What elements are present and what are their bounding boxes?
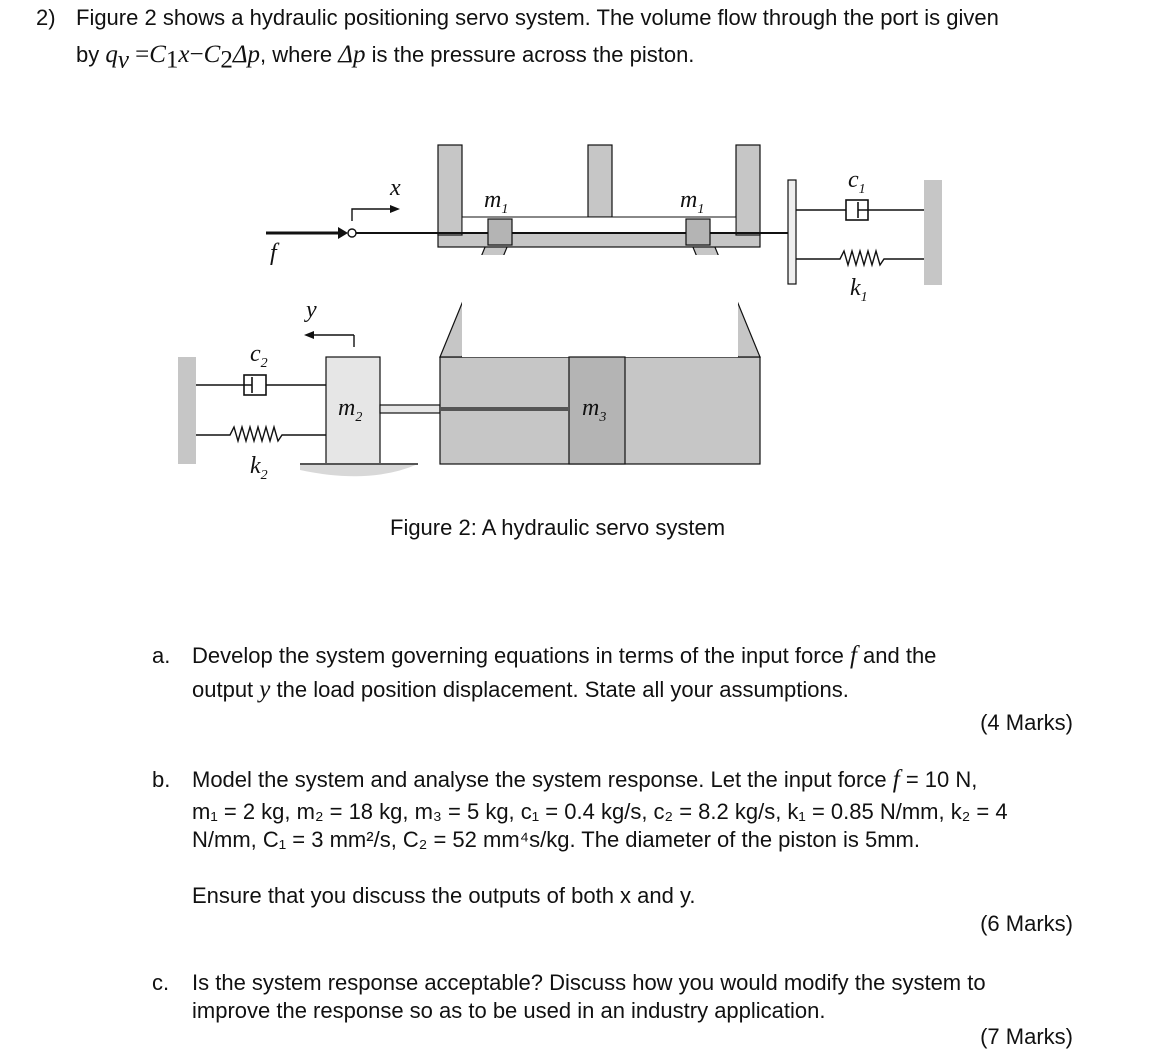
label-k1: [850, 275, 868, 305]
left-wall: [178, 357, 196, 464]
part-b-marks: (6 Marks): [980, 911, 1073, 936]
label-k1-base: k: [850, 275, 861, 301]
piston-rod: [380, 405, 440, 413]
dp-symbol: Δp: [338, 41, 366, 68]
intro-end: is the pressure across the piston.: [371, 42, 695, 67]
part-a-letter: a.: [152, 643, 171, 668]
label-m2-base: m: [338, 395, 356, 421]
part-b-line-2: m₁ = 2 kg, m₂ = 18 kg, m₃ = 5 kg, c₁ = 0.4 kg/s, c₂ = 8.2 kg/s, k₁ = 0.85 N/mm, k₂ = 4: [192, 799, 1008, 824]
part-c-letter: c.: [152, 970, 170, 995]
eq-x: x: [178, 41, 190, 68]
figure-caption: Figure 2: A hydraulic servo system: [390, 515, 726, 540]
intro-by-word: by: [76, 42, 100, 67]
force-arrow-head: [338, 227, 348, 239]
valve-housing-bottom: [438, 233, 760, 247]
part-b-line-4: Ensure that you discuss the outputs of both x and y.: [192, 883, 696, 908]
label-c2: [250, 341, 268, 371]
eq-c1-sub: 1: [165, 46, 179, 74]
part-c-marks: (7 Marks): [980, 1024, 1073, 1049]
label-m1-right: [680, 187, 704, 217]
label-c1: [848, 167, 866, 197]
label-m1-left-base: m: [484, 187, 502, 213]
label-c2-base: c: [250, 341, 261, 367]
label-m3-base: m: [582, 395, 600, 421]
eq-c2-sub: 2: [220, 46, 233, 74]
label-m2-sub: 2: [355, 410, 363, 425]
valve-wall-right: [736, 145, 760, 235]
part-a-line-2-start: output: [192, 677, 254, 702]
damper-c2: [196, 375, 326, 395]
label-y: y: [306, 297, 317, 323]
label-k2-base: k: [250, 453, 261, 479]
label-m1-left: [484, 187, 508, 217]
spool-end-plate: [788, 180, 796, 284]
part-a-line-2-end: the load position displacement. State all your assumptions.: [276, 677, 849, 702]
label-k1-sub: 1: [860, 290, 868, 305]
spring-k2: [196, 427, 326, 441]
y-arrow-head: [304, 331, 314, 339]
part-b-line-1-end: = 10 N,: [905, 767, 978, 792]
eq-dp: Δp: [232, 41, 260, 68]
spring-k1: [796, 251, 924, 265]
right-wall: [924, 180, 942, 285]
eq-equals: =: [135, 41, 150, 68]
flow-equation: [105, 41, 260, 74]
force-point: [348, 229, 356, 237]
question-intro-line-1: Figure 2 shows a hydraulic positioning servo system. The volume flow through the port is given: [76, 5, 999, 30]
x-arrow-head: [390, 205, 400, 213]
damper-c1: [796, 200, 924, 220]
spool-land-left: [488, 219, 512, 245]
label-c1-base: c: [848, 167, 859, 193]
part-a-line-1-end: and the: [863, 643, 937, 668]
x-arrow-line: [352, 209, 392, 221]
part-c-line-1: Is the system response acceptable? Discuss how you would modify the system to: [192, 970, 986, 995]
part-b-f-symbol: f: [892, 766, 900, 793]
valve-wall-left: [438, 145, 462, 235]
ground-shadow: [300, 464, 418, 476]
part-c-line-2: improve the response so as to be used in an industry application.: [192, 998, 826, 1023]
part-b-letter: b.: [152, 767, 171, 792]
question-intro-line-2: [76, 40, 1076, 75]
eq-c2: C: [203, 41, 221, 68]
part-b-line-3: N/mm, C₁ = 3 mm²/s, C₂ = 52 mm⁴s/kg. The diameter of the piston is 5mm.: [192, 827, 920, 852]
eq-q-sub: v: [117, 46, 129, 74]
eq-c1: C: [149, 41, 166, 68]
part-b-line-1-start: Model the system and analyse the system response. Let the input force: [192, 767, 887, 792]
part-a-f-symbol: f: [849, 642, 857, 669]
part-a-y-symbol: y: [259, 676, 271, 703]
part-a-line-1-start: Develop the system governing equations in terms of the input force: [192, 643, 844, 668]
part-a-line-1: [192, 641, 936, 671]
label-c1-sub: 1: [858, 182, 866, 197]
label-f: f: [270, 240, 277, 266]
label-x: x: [390, 175, 401, 201]
intro-where: , where: [260, 42, 333, 67]
label-k2-sub: 2: [260, 468, 268, 483]
part-a-marks: (4 Marks): [980, 710, 1073, 735]
valve-wall-center: [588, 145, 612, 217]
hydraulic-servo-figure: [170, 135, 960, 495]
figure-svg: [170, 135, 960, 495]
label-m1-left-sub: 1: [501, 202, 509, 217]
question-number: 2): [36, 5, 56, 30]
label-m3-sub: 3: [599, 410, 607, 425]
label-m1-right-sub: 1: [697, 202, 705, 217]
label-m1-right-base: m: [680, 187, 698, 213]
eq-minus: −: [189, 41, 204, 68]
part-b-line-1: [192, 765, 977, 795]
eq-q: q: [105, 41, 118, 68]
spool-land-right: [686, 219, 710, 245]
label-k2: [250, 453, 268, 483]
part-a-line-2: [192, 675, 849, 705]
label-c2-sub: 2: [260, 356, 268, 371]
cylinder-inner-gap: [462, 255, 738, 357]
